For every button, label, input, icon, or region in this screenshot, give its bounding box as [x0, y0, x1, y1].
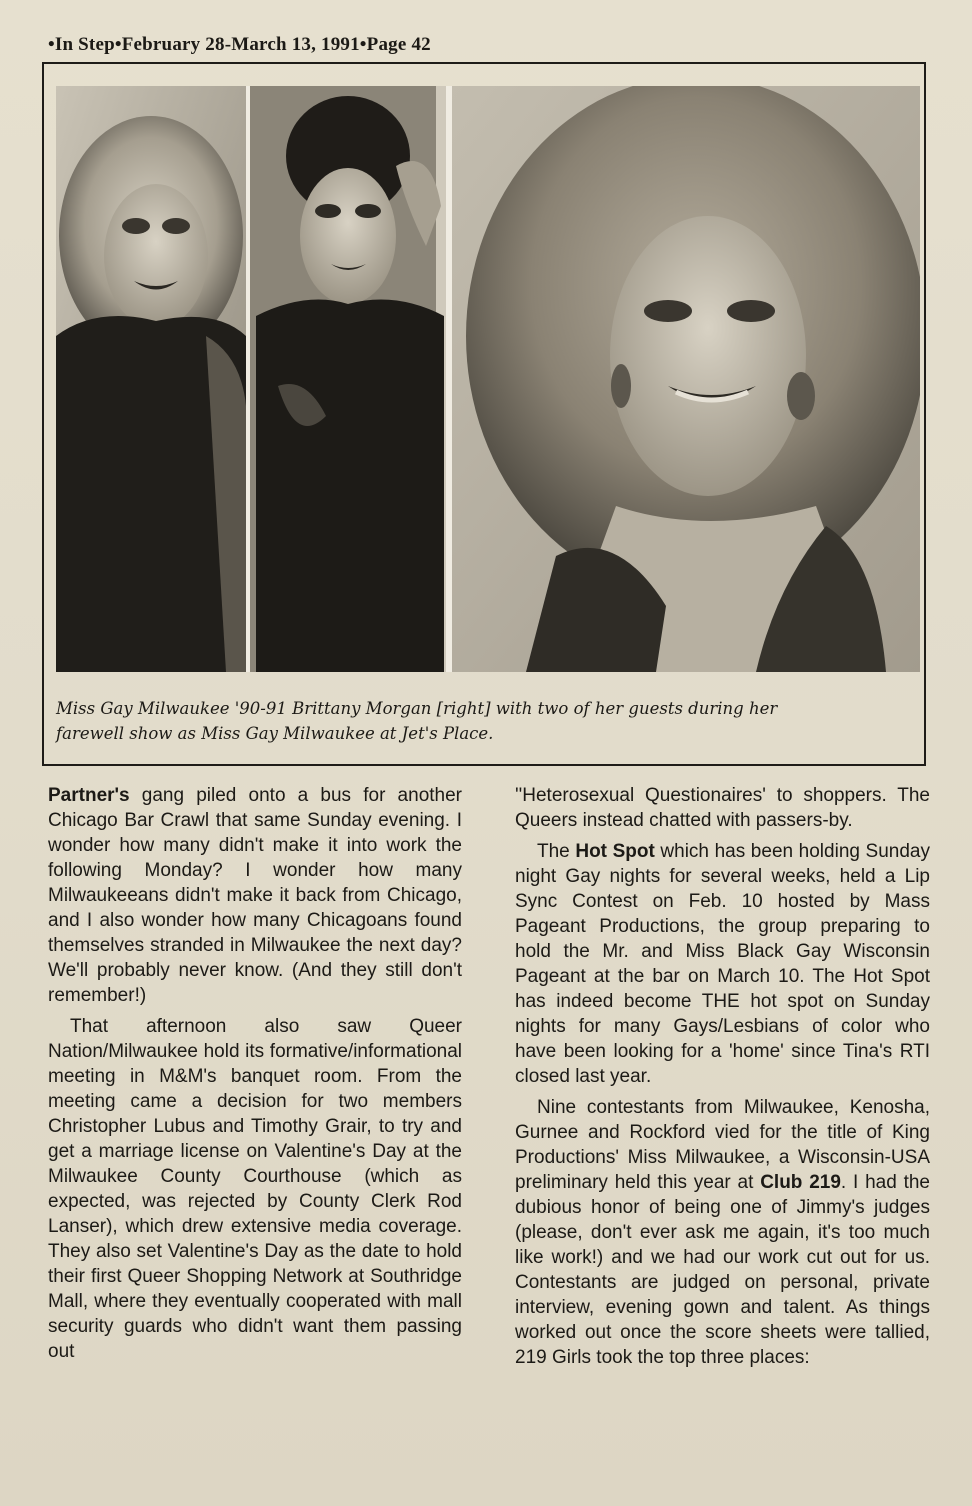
lead-venue-name: Partner's: [48, 785, 130, 806]
photo-guest-left: [56, 86, 246, 672]
paragraph-text: which has been holding Sunday night Gay nights for several weeks, held a Lip Sync Contest on Feb. 10 hosted by Mass Pageant Productions, the group preparing to hold the Mr. and Miss Black Gay Wisconsin Pageant at the bar on March 10. The Hot Spot has indeed become THE hot spot on Sunday nights for many Gays/Lesbians of color who have been looking for a 'home' since Tina's RTI closed last year.: [515, 841, 930, 1087]
paragraph: That afternoon also saw Queer Nation/Milwaukee hold its formative/informational meeting in M&M's banquet room. From the meeting came a decision for two members Christopher Lubus and Timothy Grair, to try and get a marriage license on Valentine's Day at the Milwaukee County Courthouse (which as expected, was rejected by County Clerk Rod Lanser), which drew extensive media coverage. They also set Valentine's Day as the date to hold their first Queer Shopping Network at Southridge Mall, where they eventually cooperated with mall security guards who didn't want them passing out: [48, 1016, 462, 1362]
paragraph-text: gang piled onto a bus for another Chicago Bar Crawl that same Sunday evening. I wonder how many didn't make it into work the following Monday? I wonder how many Milwaukeeans didn't make it back from Chicago, and I also wonder how many Chicagoans found themselves stranded in Milwaukee the next day? We'll probably never know. (And they still don't remember!): [48, 785, 462, 1006]
photo-collage: [56, 86, 920, 672]
paragraph: [515, 1095, 930, 1370]
caption-line-2: farewell show as Miss Gay Milwaukee at Jet's Place.: [56, 724, 494, 743]
paragraph: ''Heterosexual Questionaires' to shoppers. The Queers instead chatted with passers-by.: [515, 785, 930, 831]
venue-name: Hot Spot: [575, 841, 655, 862]
paragraph-text: . I had the dubious honor of being one of Jimmy's judges (please, don't ever ask me again, it's too much like work!) and we had our work cut out for us. Contestants are judged on personal, private interview, evening gown and talent. As things worked out once the score sheets were tallied, 219 Girls took the top three places:: [515, 1172, 930, 1368]
caption-line-1: Miss Gay Milwaukee '90-91 Brittany Morgan [right] with two of her guests during her: [56, 699, 778, 718]
photo-caption: [56, 696, 920, 746]
venue-name: Club 219: [760, 1172, 841, 1193]
article-column-right: [515, 783, 930, 1376]
paragraph: [48, 783, 462, 1008]
article-column-left: [48, 783, 462, 1370]
paragraph-text: Nine contestants from Milwaukee, Kenosha, Gurnee and Rockford vied for the title of King Productions' Miss Milwaukee, a Wisconsin-USA preliminary held this year at: [515, 1097, 930, 1193]
running-head: •In Step•February 28-March 13, 1991•Page 42: [48, 34, 431, 55]
paragraph-text: The: [537, 841, 576, 862]
photo-guest-middle: [246, 86, 446, 672]
paragraph: [515, 839, 930, 1089]
photo-figure: [42, 62, 926, 766]
photo-brittany-morgan: [446, 86, 920, 672]
